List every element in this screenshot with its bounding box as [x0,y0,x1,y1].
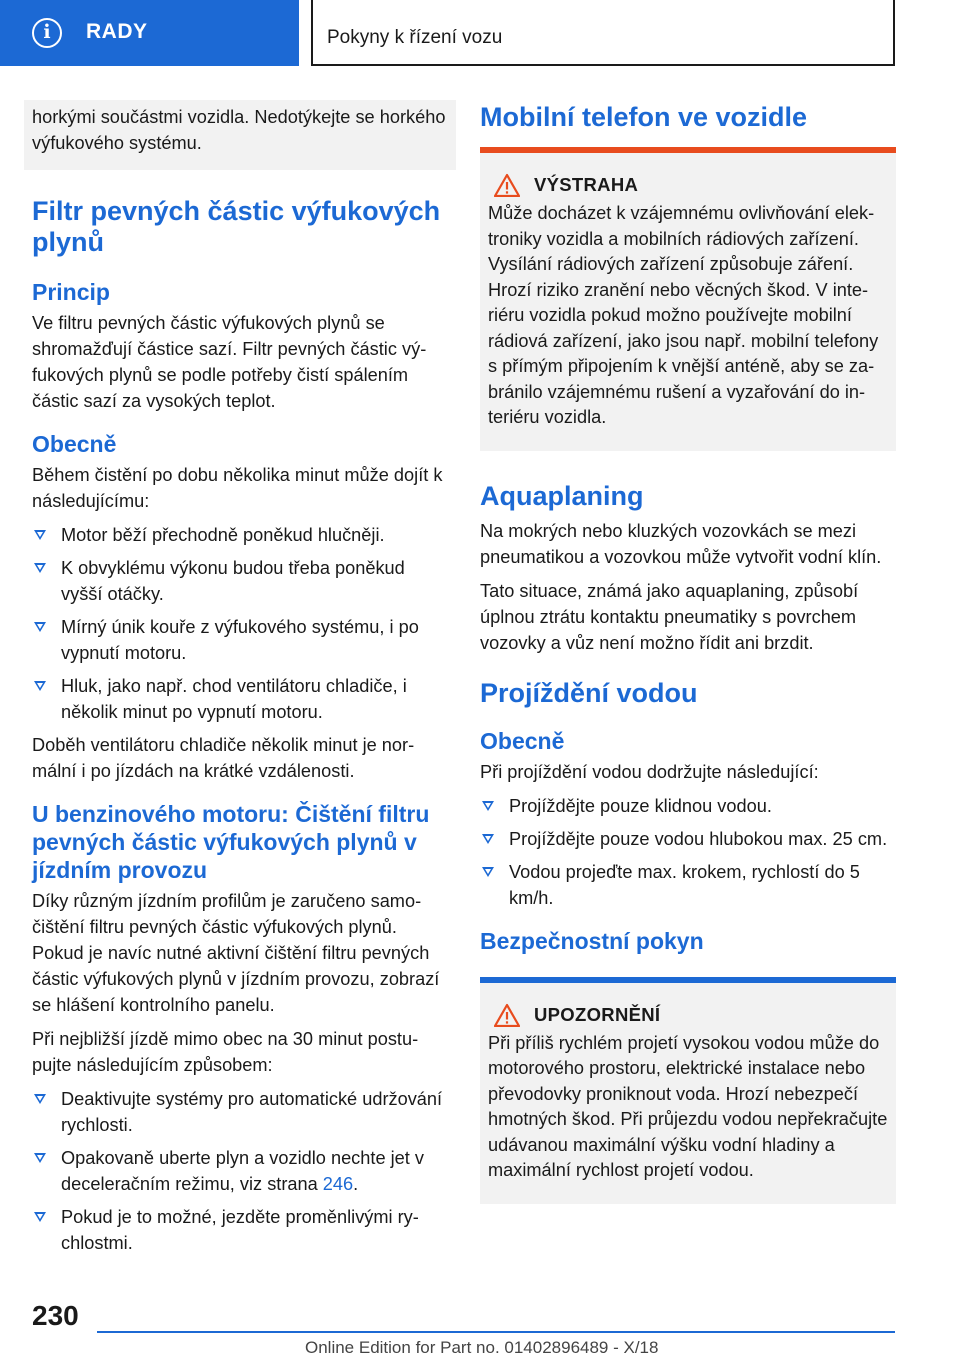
list-item: Hluk, jako např. chod ventilátoru chladiče, i několik minut po vypnutí motoru. [32,673,448,725]
list-item: Deaktivujte systémy pro automatické udržování rychlosti. [32,1086,448,1138]
heading-water-crossing: Projíždění vodou [480,677,698,708]
page-reference-link[interactable]: 246 [322,1174,354,1194]
caution-triangle-icon [494,1003,520,1027]
caution-text: Při příliš rychlém projetí vysokou vodou může do motorového prostoru, elektrické instalace nebo převodovky proniknout voda. Hrozí nebezpečí hmotných škod. Při průjezdu vodou nepřekračujte udávanou maximální výšku vodní hladiny a maximální rychlost projetí vodou. [488,1032,888,1180]
aqua-text-2: Tato situace, známá jako aquaplaning, způsobí úplnou ztrátu kontaktu pneumatiky s povrchem vozovky a vůz není možno řídit ani brzdit. [480,580,859,653]
section-tab[interactable] [0,0,299,66]
bullet-triangle-icon [34,563,46,573]
princip-text: Ve filtru pevných částic výfukových plynů se shromažďují částice sazí. Filtr pevných částic výfukových plynů se podle potřeby čistí spálením částic sazí za vysokých teplot. [32,313,427,411]
voda-list [480,793,896,911]
warning-box [480,147,896,451]
aqua-text-1: Na mokrých nebo kluzkých vozovkách se mezi pneumatikou a vozovkou může vytvořit vodní klín. [480,520,882,567]
benzin-text-1: Díky různým jízdním profilům je zaručeno samočištění filtru pevných částic výfukových plynů. Pokud je navíc nutné aktivní čištění filtru pevných částic výfukových plynů v jízdním provozu, zobrazí se hlášení kontrolního panelu. [32,891,440,1015]
bullet-triangle-icon [34,530,46,540]
bullet-triangle-icon [482,834,494,844]
list-item: Pokud je to možné, jezděte proměnlivými rychlostmi. [32,1204,448,1256]
bullet-triangle-icon [34,1094,46,1104]
page-header [0,0,960,66]
right-column [480,100,896,1204]
continued-text: horkými součástmi vozidla. Nedotýkejte se horkého výfukového systému. [32,107,446,153]
obecne-text: Během čistění po dobu několika minut může dojít k následujícímu: [32,465,443,511]
bullet-triangle-icon [34,622,46,632]
heading-princip: Princip [32,279,110,305]
list-item: Vodou projeďte max. krokem, rychlostí do 5 km/h. [480,859,896,911]
chapter-title-box [311,0,895,66]
warning-triangle-icon [494,173,520,197]
dobeh-text: Doběh ventilátoru chladiče několik minut je normální i po jízdách na krátké vzdálenosti. [32,735,415,781]
benzin-text-2: Při nejbližší jízdě mimo obec na 30 minut postupujte následujícím způsobem: [32,1029,419,1075]
bullet-triangle-icon [482,801,494,811]
bullet-triangle-icon [34,1212,46,1222]
caution-title: UPOZORNĚNÍ [534,1003,661,1025]
bullet-triangle-icon [482,867,494,877]
page-number: 230 [32,1300,79,1331]
bullet-triangle-icon [34,1153,46,1163]
heading-mobile-phone: Mobilní telefon ve vozidle [480,102,808,132]
heading-benzin: U benzinového motoru: Čištění filtru pevných částic výfukových plynů v jízdním provozu [32,801,430,883]
heading-obecne: Obecně [32,431,117,457]
list-item: Motor běží přechodně poněkud hlučněji. [32,522,448,548]
voda-obecne-text: Při projíždění vodou dodržujte následující: [480,761,819,782]
benzin-list [32,1086,448,1256]
list-item: K obvyklému výkonu budou třeba poněkud vyšší otáčky. [32,555,448,607]
continued-note [24,100,456,170]
footer-divider [97,1331,895,1333]
chapter-title: Pokyny k řízení vozu [327,27,503,48]
list-item: Opakovaně uberte plyn a vozidlo nechte jet v deceleračním režimu, viz strana 246. [32,1145,448,1197]
obecne-list [32,522,448,725]
heading-voda-obecne: Obecně [480,727,565,754]
list-item: Projíždějte pouze vodou hlubokou max. 25 cm. [480,826,896,852]
bullet-triangle-icon [34,681,46,691]
edition-text: Online Edition for Part no. 01402896489 - X/18 [305,1338,659,1357]
heading-safety-note: Bezpečnostní pokyn [480,927,704,954]
warning-title: VÝSTRAHA [534,174,639,195]
section-label: RADY [86,20,148,43]
info-icon: i [32,18,62,48]
list-item: Mírný únik kouře z výfukového systému, i po vypnutí motoru. [32,614,448,666]
heading-aquaplaning: Aquaplaning [480,480,644,511]
list-item: Projíždějte pouze klidnou vodou. [480,793,896,819]
warning-text: Může docházet k vzájemnému ovlivňování elektroniky vozidla a mobilních rádiových zařízení. Vysílání rádiových zařízení způsobuje záření. Hrozí riziko zranění nebo věcných škod. V interiéru vozidla pokud možno používejte mobilní rádiová zařízení, jako jsou např. mobilní telefony s přímým připojením k vnější anténě, aby se zabránilo vzájemnému rušení a vyzařování do interiéru vozidla. [488,203,879,427]
caution-box [480,977,896,1204]
left-column [32,100,448,1263]
heading-particle-filter: Filtr pevných částic výfukových plynů [32,196,441,257]
